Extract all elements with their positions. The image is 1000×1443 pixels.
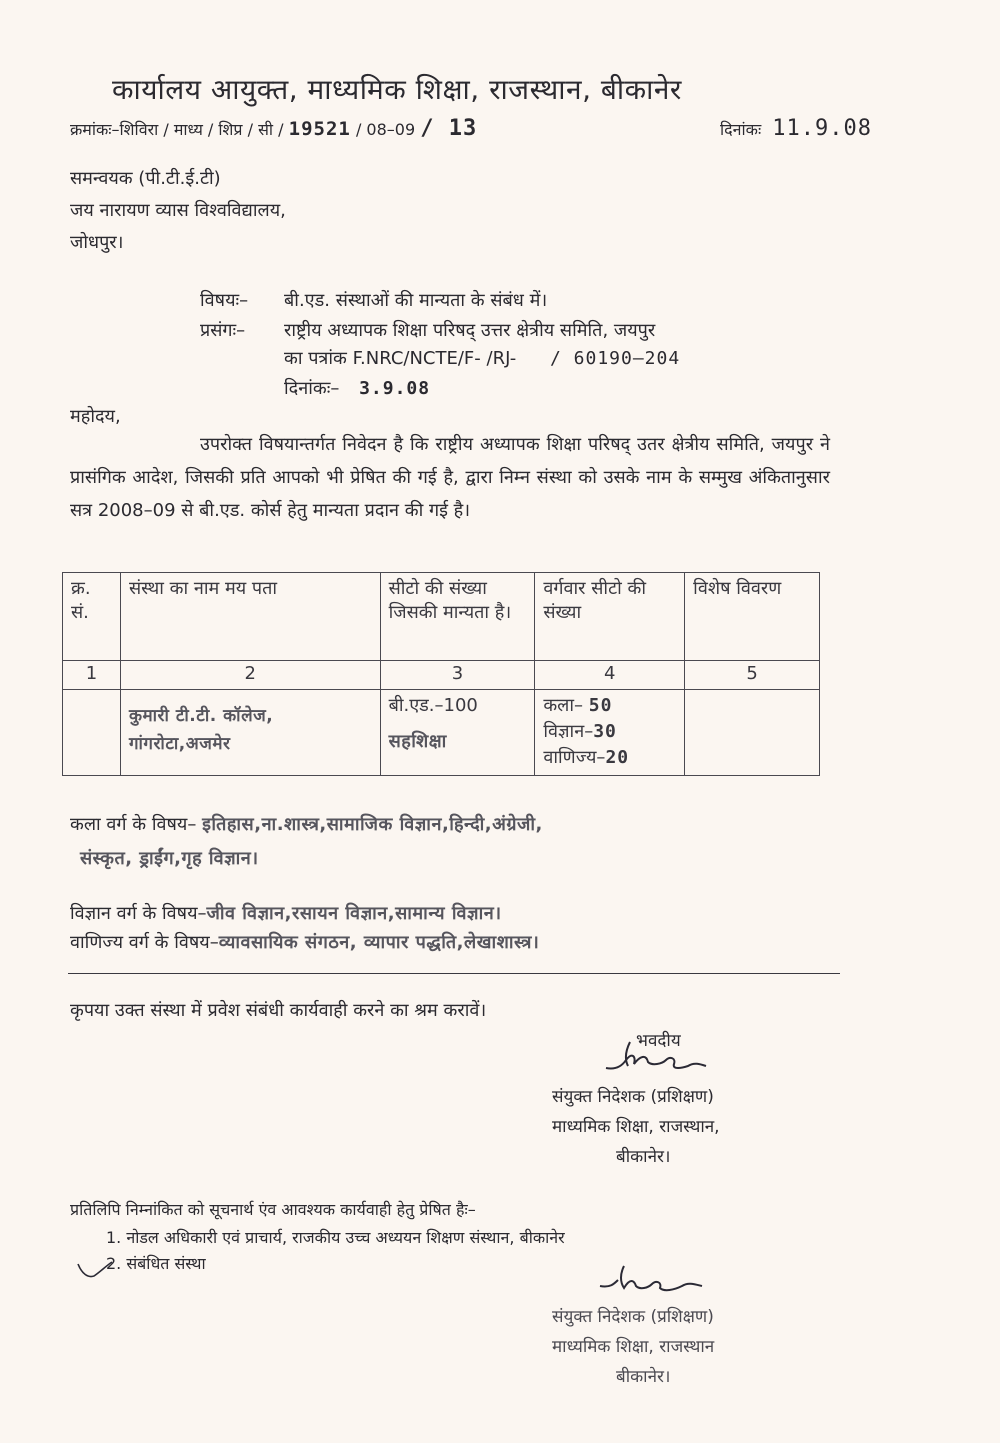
table-number-row xyxy=(63,661,820,690)
category-commerce: वाणिज्य–20 xyxy=(543,747,630,768)
arts-subjects xyxy=(70,812,543,836)
reference-date-label: दिनांकः– xyxy=(284,378,340,399)
header-institution: संस्था का नाम मय पता xyxy=(120,573,380,661)
category-arts: कला– 50 xyxy=(543,695,613,716)
request-text: कृपया उक्त संस्था में प्रवेश संबंधी कार्यवाही करने का श्रम करावें। xyxy=(70,1000,487,1021)
signature1-office: माध्यमिक शिक्षा, राजस्थान, xyxy=(552,1117,720,1137)
body-text: उपरोक्त विषयान्तर्गत निवेदन है कि राष्ट्रीय अध्यापक शिक्षा परिषद् उतर क्षेत्रीय समिति, जयपुर ने प्रासंगिक आदेश, जिसकी प्रति आपको भी प्रेषित की गई है, द्वारा निम्न संस्था को उसके नाम के सम्मुख अंकितानुसार सत्र 2008–09 से बी.एड. कोर्स हेतु मान्यता प्रदान की गई है। xyxy=(70,434,830,521)
reference-date-value: 3.9.08 xyxy=(359,378,431,399)
ref-year: / 08–09 xyxy=(355,120,416,139)
science-subjects xyxy=(70,901,502,925)
check-mark xyxy=(74,1256,114,1282)
addressee-line-1: समन्वयक (पी.टी.ई.टी) xyxy=(70,168,221,189)
copy-item-2: 2. संबंधित संस्था xyxy=(106,1254,206,1273)
date-label: दिनांकः xyxy=(720,120,762,139)
col-number: 4 xyxy=(535,661,685,690)
arts-value-2: संस्कृत, ड्राईंग,गृह विज्ञान। xyxy=(80,848,259,869)
ref-prefix: क्रमांकः–शिविरा / माध्य / शिप्र / सी / xyxy=(70,120,284,139)
commerce-value: व्यावसायिक संगठन, व्यापार पद्धति,लेखाशास्त्र। xyxy=(218,932,540,953)
col-number: 1 xyxy=(63,661,121,690)
subject-text: बी.एड. संस्थाओं की मान्यता के संबंध में। xyxy=(284,290,548,311)
reference-line-1: राष्ट्रीय अध्यापक शिक्षा परिषद् उत्तर क्षेत्रीय समिति, जयपुर xyxy=(284,320,656,341)
divider xyxy=(68,973,840,974)
closing: भवदीय xyxy=(636,1031,681,1051)
reference-label: प्रसंगः– xyxy=(200,320,246,341)
category-science: विज्ञान–30 xyxy=(543,721,617,742)
header-seats: सीटो की संख्या जिसकी मान्यता है। xyxy=(380,573,535,661)
body-paragraph xyxy=(70,428,830,527)
col-number: 3 xyxy=(380,661,535,690)
arts-value-1: इतिहास,ना.शास्त्र,सामाजिक विज्ञान,हिन्दी,अंग्रेजी, xyxy=(202,814,543,835)
col-number: 5 xyxy=(685,661,820,690)
header-category-seats: वर्गवार सीटो की संख्या xyxy=(535,573,685,661)
signature2-city: बीकानेर। xyxy=(616,1367,671,1387)
reference-date xyxy=(284,376,430,400)
date-value: 11.9.08 xyxy=(772,116,872,141)
copy-intro: प्रतिलिपि निम्नांकित को सूचनार्थ एंव आवश्यक कार्यवाही हेतु प्रेषित हैः– xyxy=(70,1200,476,1219)
signature1-designation: संयुक्त निदेशक (प्रशिक्षण) xyxy=(552,1087,714,1107)
row-seats: बी.एड.–100 xyxy=(388,695,478,716)
table-header-row xyxy=(63,573,820,661)
commerce-label: वाणिज्य वर्ग के विषय– xyxy=(70,932,219,953)
row-seats-cell xyxy=(380,690,535,776)
signature-1 xyxy=(596,1036,716,1082)
science-value: जीव विज्ञान,रसायन विज्ञान,सामान्य विज्ञान। xyxy=(206,903,502,924)
row-sno xyxy=(63,690,121,776)
copy-item-1: 1. नोडल अधिकारी एवं प्राचार्य, राजकीय उच्च अध्ययन शिक्षण संस्थान, बीकानेर xyxy=(106,1228,565,1247)
reference-number: / 60190–204 xyxy=(549,348,681,369)
row-categories xyxy=(535,690,685,776)
row-remarks xyxy=(685,690,820,776)
row-coeducation: सहशिक्षा xyxy=(388,731,447,752)
signature1-city: बीकानेर। xyxy=(616,1147,671,1167)
header-remarks: विशेष विवरण xyxy=(685,573,820,661)
signature-2 xyxy=(590,1262,710,1302)
subject-label: विषयः– xyxy=(200,290,249,311)
issue-date xyxy=(720,116,872,141)
row-institution: कुमारी टी.टी. कॉलेज, गांगरोटा,अजमेर xyxy=(120,690,380,776)
institution-table xyxy=(62,572,820,776)
reference-letter-no: का पत्रांक F.NRC/NCTE/F- /RJ- xyxy=(284,348,517,369)
reference-line xyxy=(70,116,477,141)
commerce-subjects xyxy=(70,930,539,954)
col-number: 2 xyxy=(120,661,380,690)
table-row xyxy=(63,690,820,776)
science-label: विज्ञान वर्ग के विषय– xyxy=(70,903,207,924)
reference-line-2 xyxy=(284,346,680,370)
addressee-line-3: जोधपुर। xyxy=(70,232,124,253)
arts-label: कला वर्ग के विषय– xyxy=(70,814,197,835)
ref-number: 19521 xyxy=(288,118,351,140)
signature2-office: माध्यमिक शिक्षा, राजस्थान xyxy=(552,1337,715,1357)
office-title: कार्यालय आयुक्त, माध्यमिक शिक्षा, राजस्थान, बीकानेर xyxy=(112,73,682,106)
signature2-designation: संयुक्त निदेशक (प्रशिक्षण) xyxy=(552,1307,714,1327)
addressee-line-2: जय नारायण व्यास विश्वविद्यालय, xyxy=(70,200,286,221)
salutation: महोदय, xyxy=(70,406,121,427)
ref-suffix: / 13 xyxy=(420,116,478,141)
header-sno: क्र. सं. xyxy=(63,573,121,661)
